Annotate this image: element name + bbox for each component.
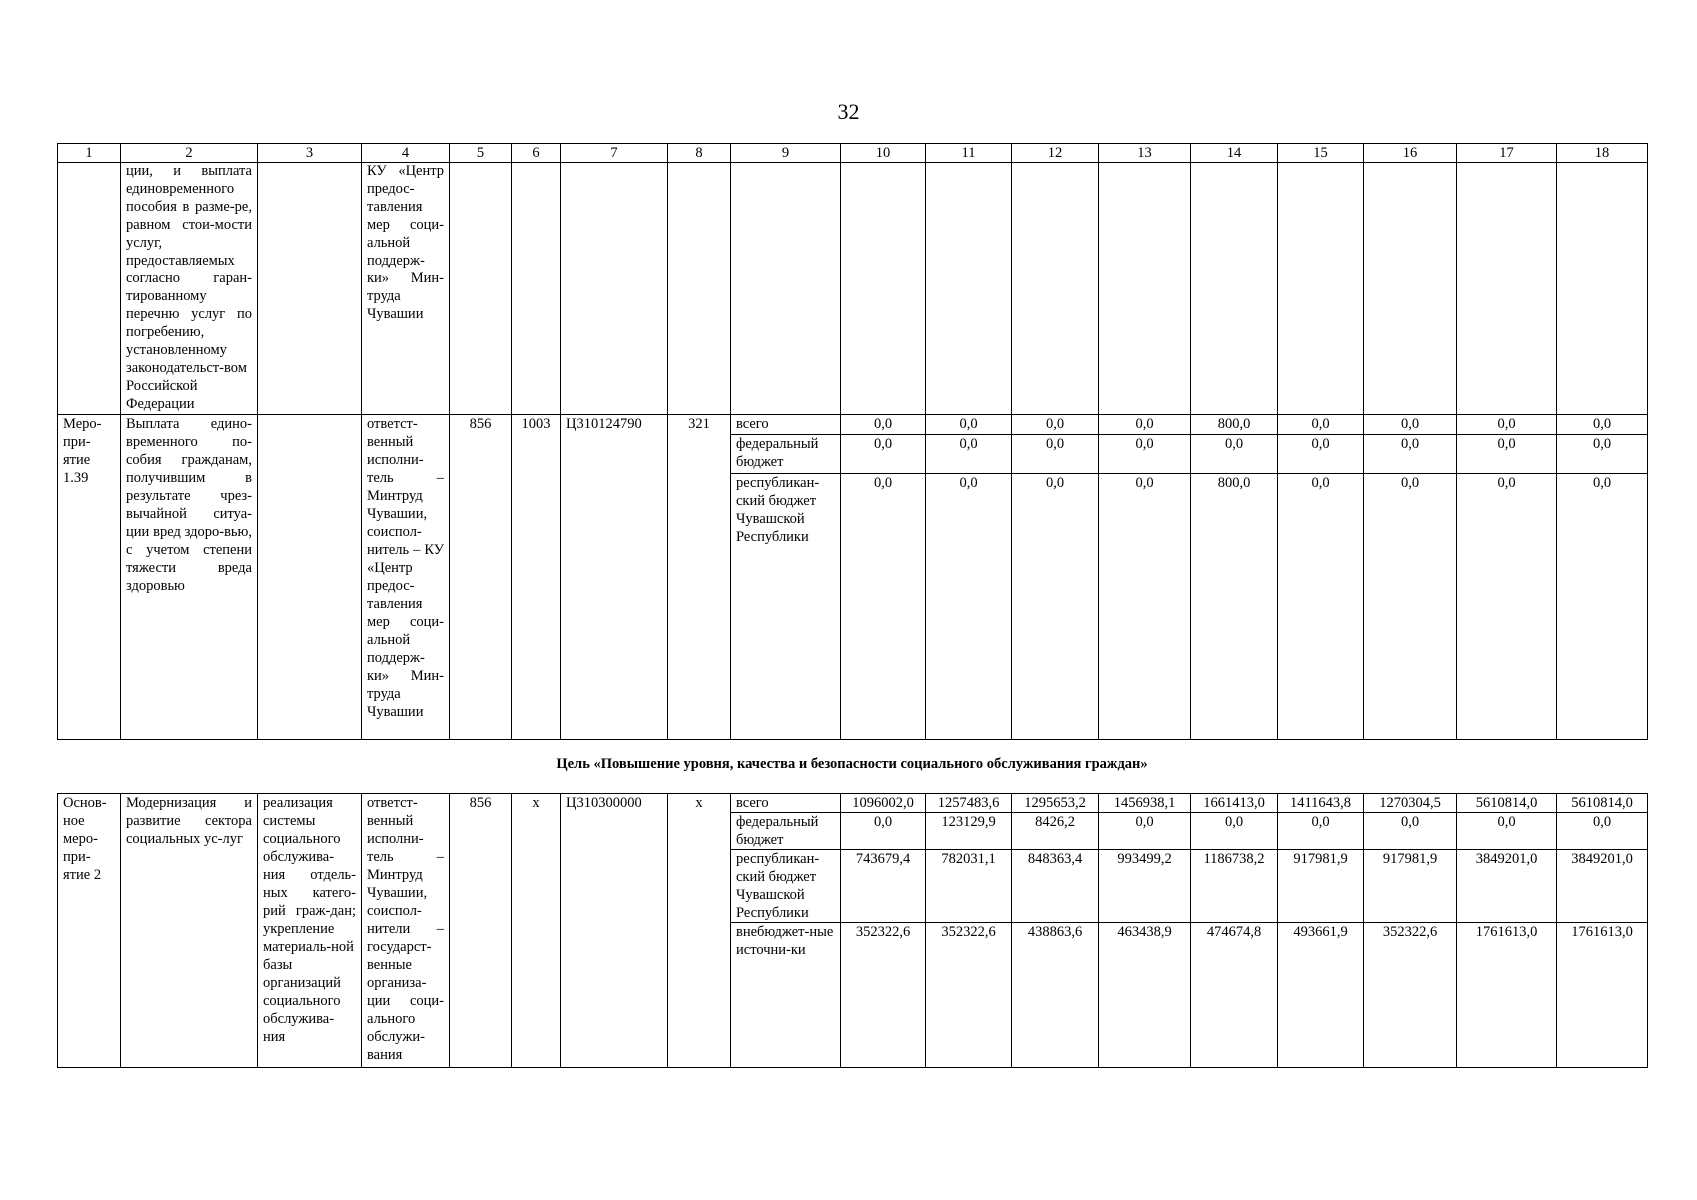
header-col-13: 13 [1099, 144, 1191, 163]
value-cell: 0,0 [1278, 434, 1364, 473]
value-cell: 0,0 [1557, 414, 1648, 434]
value-cell: 0,0 [1557, 434, 1648, 473]
value-cell: 1456938,1 [1099, 794, 1191, 813]
budget-table-part-2 [57, 793, 1648, 1068]
main-measure-2-description: Модернизация и развитие сектора социальных ус-луг [121, 794, 258, 1068]
source-label: федеральный бюджет [731, 434, 841, 473]
value-cell: 3849201,0 [1557, 850, 1648, 923]
measure-1-39-row-total [58, 414, 1648, 434]
source-label: всего [731, 414, 841, 434]
header-col-9: 9 [731, 144, 841, 163]
value-cell: 352322,6 [1364, 923, 1457, 1068]
value-cell: 848363,4 [1012, 850, 1099, 923]
value-cell: 5610814,0 [1557, 794, 1648, 813]
continuation-row [58, 163, 1648, 415]
value-cell: 0,0 [1191, 813, 1278, 850]
main-measure-2-target-article: Ц310300000 [561, 794, 668, 1068]
value-cell: 0,0 [1364, 434, 1457, 473]
value-cell: 0,0 [1191, 434, 1278, 473]
header-col-15: 15 [1278, 144, 1364, 163]
header-col-4: 4 [362, 144, 450, 163]
value-cell: 0,0 [1364, 473, 1457, 739]
value-cell: 0,0 [1012, 473, 1099, 739]
column-number-header-row [58, 144, 1648, 163]
value-cell: 743679,4 [841, 850, 926, 923]
value-cell: 1661413,0 [1191, 794, 1278, 813]
value-cell: 0,0 [841, 414, 926, 434]
value-cell: 0,0 [1457, 414, 1557, 434]
value-cell: 474674,8 [1191, 923, 1278, 1068]
value-cell: 0,0 [1278, 813, 1364, 850]
source-label: республикан-ский бюджет Чувашской Республики [731, 473, 841, 739]
value-cell: 1295653,2 [1012, 794, 1099, 813]
value-cell: 1761613,0 [1557, 923, 1648, 1068]
value-cell: 0,0 [841, 434, 926, 473]
value-cell: 0,0 [1364, 813, 1457, 850]
main-measure-2-executor: ответст-венный исполни-тель – Минтруд Чувашии, соиспол-нители – государст-венные организа-ции соци-ального обслужи-вания [362, 794, 450, 1068]
continuation-executor: КУ «Центр предос-тавления мер соци-альной поддерж-ки» Мин-труда Чувашии [362, 163, 450, 415]
value-cell: 0,0 [1012, 434, 1099, 473]
value-cell: 782031,1 [926, 850, 1012, 923]
value-cell: 3849201,0 [1457, 850, 1557, 923]
header-col-12: 12 [1012, 144, 1099, 163]
measure-1-39-description: Выплата едино-временного по-собия гражданам, получившим в результате чрез-вычайной ситуа-ции вред здоро-вью, с учетом степени тяжести вреда здоровью [121, 414, 258, 739]
measure-1-39-executor: ответст-венный исполни-тель – Минтруд Чувашии, соиспол-нитель – КУ «Центр предос-тавления мер соци-альной поддерж-ки» Мин-труда Чувашии [362, 414, 450, 739]
header-col-5: 5 [450, 144, 512, 163]
value-cell: 0,0 [1099, 434, 1191, 473]
value-cell: 0,0 [1278, 473, 1364, 739]
value-cell: 0,0 [1457, 813, 1557, 850]
value-cell: 1257483,6 [926, 794, 1012, 813]
value-cell: 1270304,5 [1364, 794, 1457, 813]
value-cell: 917981,9 [1364, 850, 1457, 923]
value-cell: 800,0 [1191, 414, 1278, 434]
value-cell: 0,0 [841, 473, 926, 739]
main-measure-2-section: x [512, 794, 561, 1068]
value-cell: 5610814,0 [1457, 794, 1557, 813]
value-cell: 438863,6 [1012, 923, 1099, 1068]
value-cell: 0,0 [1099, 414, 1191, 434]
header-col-3: 3 [258, 144, 362, 163]
value-cell: 1186738,2 [1191, 850, 1278, 923]
value-cell: 0,0 [926, 414, 1012, 434]
header-col-16: 16 [1364, 144, 1457, 163]
value-cell: 0,0 [1099, 473, 1191, 739]
header-col-18: 18 [1557, 144, 1648, 163]
value-cell: 0,0 [1099, 813, 1191, 850]
value-cell: 1096002,0 [841, 794, 926, 813]
source-label: республикан-ский бюджет Чувашской Республики [731, 850, 841, 923]
header-col-2: 2 [121, 144, 258, 163]
value-cell: 0,0 [841, 813, 926, 850]
value-cell: 493661,9 [1278, 923, 1364, 1068]
value-cell: 352322,6 [841, 923, 926, 1068]
measure-1-39-label: Меро-при-ятие 1.39 [58, 414, 121, 739]
main-measure-2-expense-type: x [668, 794, 731, 1068]
main-measure-2-label: Основ-ное меро-при-ятие 2 [58, 794, 121, 1068]
value-cell: 800,0 [1191, 473, 1278, 739]
source-label: федеральный бюджет [731, 813, 841, 850]
measure-1-39-target-article: Ц310124790 [561, 414, 668, 739]
page-number: 32 [837, 99, 860, 124]
value-cell: 0,0 [1012, 414, 1099, 434]
header-col-1: 1 [58, 144, 121, 163]
value-cell: 0,0 [1457, 434, 1557, 473]
header-col-17: 17 [1457, 144, 1557, 163]
measure-1-39-section: 1003 [512, 414, 561, 739]
header-col-11: 11 [926, 144, 1012, 163]
value-cell: 0,0 [1278, 414, 1364, 434]
header-col-10: 10 [841, 144, 926, 163]
main-measure-2-expected-result: реализация системы социального обслужива-ния отдель-ных катего-рий граж-дан; укрепление материаль-ной базы организаций социального обслужива-ния [258, 794, 362, 1068]
header-col-14: 14 [1191, 144, 1278, 163]
continuation-description: ции, и выплата единовременного пособия в разме-ре, равном стои-мости услуг, предоставляемых согласно гаран-тированному перечню услуг по погребению, установленному законодательст-вом Российской Федерации [121, 163, 258, 415]
value-cell: 1761613,0 [1457, 923, 1557, 1068]
value-cell: 8426,2 [1012, 813, 1099, 850]
value-cell: 0,0 [926, 434, 1012, 473]
value-cell: 352322,6 [926, 923, 1012, 1068]
source-label: всего [731, 794, 841, 813]
value-cell: 463438,9 [1099, 923, 1191, 1068]
main-measure-2-grbs: 856 [450, 794, 512, 1068]
source-label: внебюджет-ные источни-ки [731, 923, 841, 1068]
measure-1-39-expected-result [258, 414, 362, 739]
value-cell: 0,0 [1557, 813, 1648, 850]
header-col-8: 8 [668, 144, 731, 163]
header-col-7: 7 [561, 144, 668, 163]
value-cell: 123129,9 [926, 813, 1012, 850]
main-measure-2-row-total [58, 794, 1648, 813]
value-cell: 1411643,8 [1278, 794, 1364, 813]
value-cell: 0,0 [926, 473, 1012, 739]
value-cell: 993499,2 [1099, 850, 1191, 923]
value-cell: 0,0 [1557, 473, 1648, 739]
measure-1-39-grbs: 856 [450, 414, 512, 739]
measure-1-39-expense-type: 321 [668, 414, 731, 739]
value-cell: 917981,9 [1278, 850, 1364, 923]
value-cell: 0,0 [1457, 473, 1557, 739]
goal-heading: Цель «Повышение уровня, качества и безопасности социального обслуживания граждан» [556, 756, 1148, 772]
budget-table-part-1 [57, 143, 1648, 740]
value-cell: 0,0 [1364, 414, 1457, 434]
header-col-6: 6 [512, 144, 561, 163]
